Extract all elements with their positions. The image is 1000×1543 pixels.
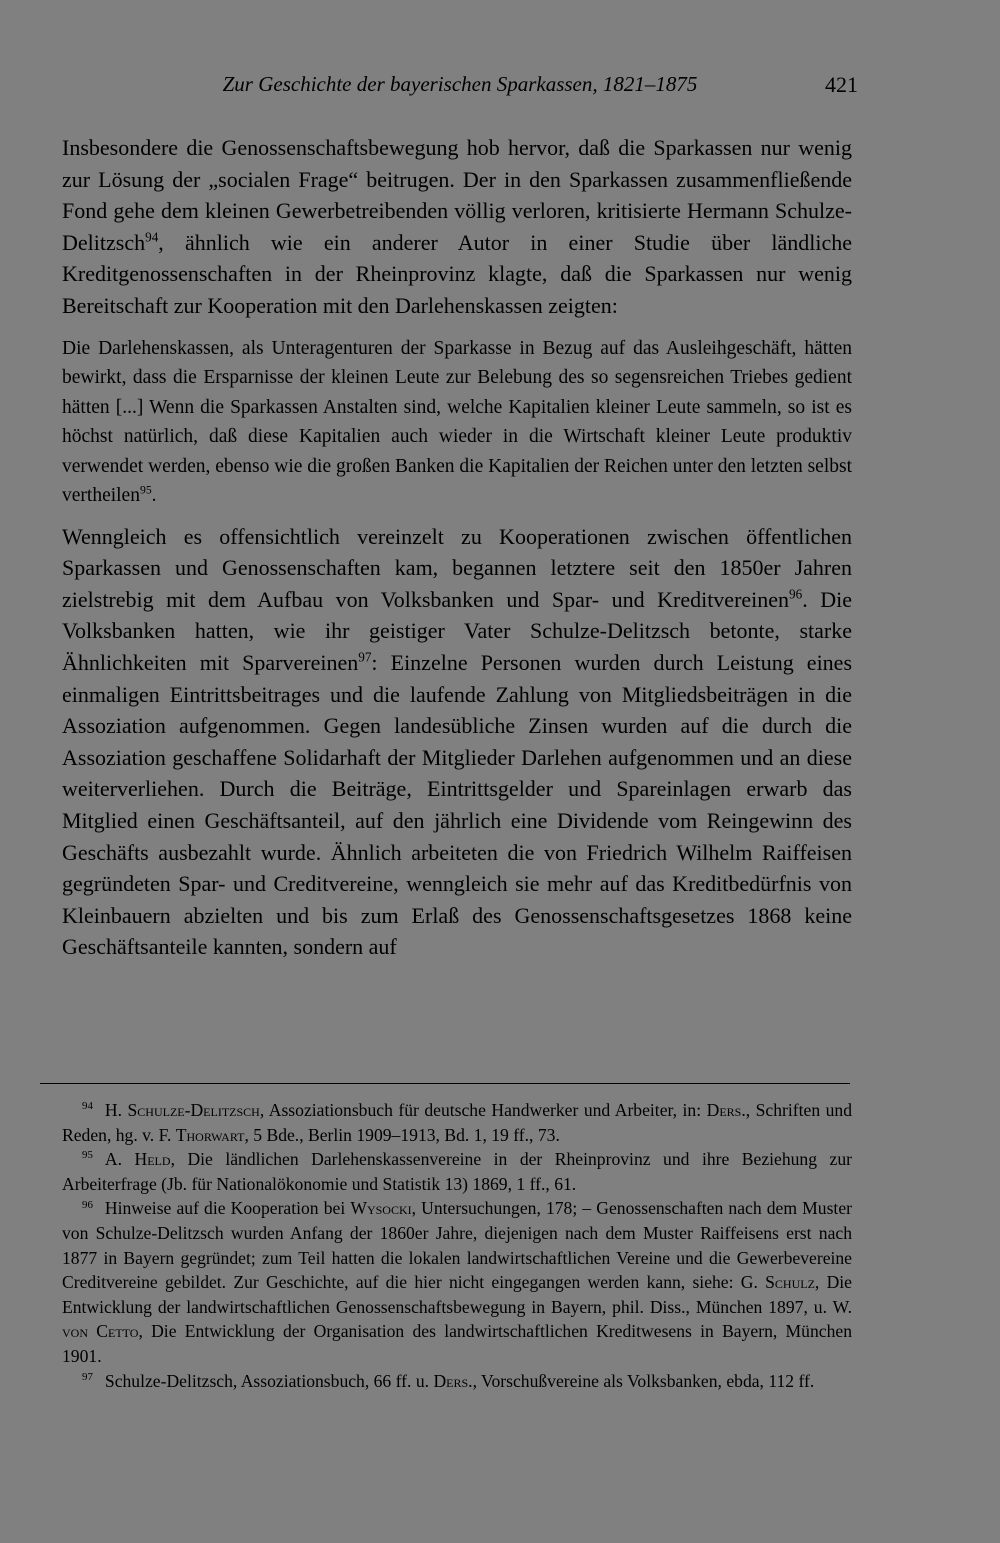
author-name: Ders. <box>706 1100 746 1120</box>
paragraph-text: , ähnlich wie ein anderer Autor in einer Studie über ländliche Kreditgenossenschaften in der Rheinprovinz klagte, daß die Sparkassen nur wenig Bereitschaft zur Kooperation mit den Darlehenskassen zeigten: <box>62 229 852 318</box>
block-quote <box>62 334 852 511</box>
author-name: Schulze-Delitzsch <box>127 1100 260 1120</box>
footnote <box>62 1196 852 1368</box>
footnote-text: , Vorschußvereine als Volksbanken, ebda, 112 ff. <box>472 1370 815 1391</box>
page-number: 421 <box>825 72 858 97</box>
author-name: Thorwart <box>175 1124 245 1145</box>
paragraph <box>62 132 852 322</box>
paragraph-text: : Einzelne Personen wurden durch Leistung eines einmaligen Eintrittsbeitrages und die laufende Zahlung von Mitgliedsbeiträgen in die Assoziation aufgenommen. Gegen landesübliche Zinsen wurden auf die durch die Assoziation geschaffene Solidarhaft der Mitglieder Darlehen aufgenommen und an diese weiterverliehen. Durch die Beiträge, Eintrittsgelder und Spareinlagen erwarb das Mitglied einen Geschäftsanteil, auf den jährlich eine Dividende vom Reingewinn des Geschäfts ausbezahlt wurde. Ähnlich arbeiteten die von Friedrich Wilhelm Raiffeisen gegründeten Spar- und Creditvereine, wenngleich sie mehr auf das Kreditbedürfnis von Kleinbauern abzielten und bis zum Erlaß des Genossenschaftsgesetzes 1868 keine Geschäftsanteile kannten, sondern auf <box>62 649 853 960</box>
footnote-text: , Assoziationsbuch für deutsche Handwerker und Arbeiter, in: <box>259 1100 707 1120</box>
footnote-text: , 5 Bde., Berlin 1909–1913, Bd. 1, 19 ff., 73. <box>244 1124 560 1145</box>
footnote-ref[interactable]: 95 <box>139 483 152 497</box>
footnote-text: , Die Entwicklung der landwirtschaftlichen Genossenschaftsbewegung in Bayern, phil. Diss., München 1897, u. W. <box>62 1272 852 1317</box>
footnote-ref[interactable]: 94 <box>145 229 159 245</box>
footnote <box>62 1369 852 1394</box>
footnotes <box>62 1098 852 1393</box>
footnote-text: Schulze-Delitzsch, Assoziationsbuch, 66 ff. u. <box>104 1370 434 1391</box>
footnote <box>62 1098 852 1147</box>
author-name: Held <box>134 1149 171 1170</box>
footnote-text: , Schriften und Reden, hg. v. F. <box>62 1100 852 1145</box>
author-name: Wysocki <box>350 1198 412 1219</box>
footnote-number: 96 <box>82 1198 93 1211</box>
paragraph-text: Wenngleich es offensichtlich vereinzelt zu Kooperationen zwischen öffentlichen Sparkassen und Genossenschaften kam, begannen letztere seit den 1850er Jahren zielstrebig mit dem Aufbau von Volksbanken und Spar- und Kreditvereinen <box>62 523 852 612</box>
author-name: Ders. <box>433 1370 473 1391</box>
footnote-ref[interactable]: 96 <box>789 586 803 602</box>
quote-text: . <box>151 485 157 507</box>
footnote-divider <box>40 1083 850 1084</box>
main-text <box>62 132 852 963</box>
footnote-text: Hinweise auf die Kooperation bei <box>104 1198 351 1219</box>
footnote-text: H. <box>104 1100 128 1120</box>
paragraph-text: . Die Volksbanken hatten, wie ihr geistiger Vater Schulze-Delitzsch betonte, starke Ähnlichkeiten mit Sparvereinen <box>62 586 852 675</box>
footnote-number: 94 <box>82 1100 93 1113</box>
quote-text: Die Darlehenskassen, als Unteragenturen der Sparkasse in Bezug auf das Ausleihgeschäft, hätten bewirkt, dass die Ersparnisse der kleinen Leute zur Belebung des so segensreichen Triebes gedient hätten [...] Wenn die Sparkassen Anstalten sind, welche Kapitalien kleiner Leute sammeln, so ist es höchst natürlich, daß diese Kapitalien auch wieder in die Wirtschaft kleiner Leute produktiv verwendet werden, ebenso wie die großen Banken die Kapitalien der Reichen unter den letzten selbst vertheilen <box>62 337 852 507</box>
author-name: von Cetto <box>62 1321 139 1342</box>
footnote <box>62 1147 852 1196</box>
footnote-text: , Die ländlichen Darlehenskassenvereine in der Rheinprovinz und ihre Beziehung zur Arbeiterfrage (Jb. für Nationalökonomie und Statistik 13) 1869, 1 ff., 61. <box>62 1149 852 1194</box>
footnote-text: , Untersuchungen, 178; – Genossenschaften nach dem Muster von Schulze-Delitzsch wurden Anfang der 1860er Jahre, diejenigen nach dem Muster Raiffeisens erst nach 1877 in Bayern gegründet; zum Teil hatten die lokalen landwirtschaftlichen Vereine und die Gewerbevereine Creditvereine gebildet. Zur Geschichte, auf die hier nicht eingegangen werden kann, siehe: G. <box>62 1198 852 1293</box>
footnote-ref[interactable]: 97 <box>358 649 372 665</box>
footnote-number: 97 <box>82 1370 93 1383</box>
footnote-number: 95 <box>82 1149 93 1162</box>
paragraph-text: Insbesondere die Genossenschaftsbewegung hob hervor, daß die Sparkassen nur wenig zur Lösung der „socialen Frage“ beitrugen. Der in den Sparkassen zusammenfließende Fond gehe dem kleinen Gewerbetreibenden völlig verloren, kritisierte Hermann Schulze-Delitzsch <box>62 135 852 255</box>
running-header: Zur Geschichte der bayerischen Sparkassen, 1821–1875 <box>222 72 698 96</box>
footnote-text: , Die Entwicklung der Organisation des landwirtschaftlichen Kreditwesens in Bayern, München 1901. <box>62 1321 852 1366</box>
paragraph <box>62 521 852 963</box>
footnote-text: A. <box>104 1149 135 1170</box>
author-name: Schulz <box>765 1272 815 1293</box>
